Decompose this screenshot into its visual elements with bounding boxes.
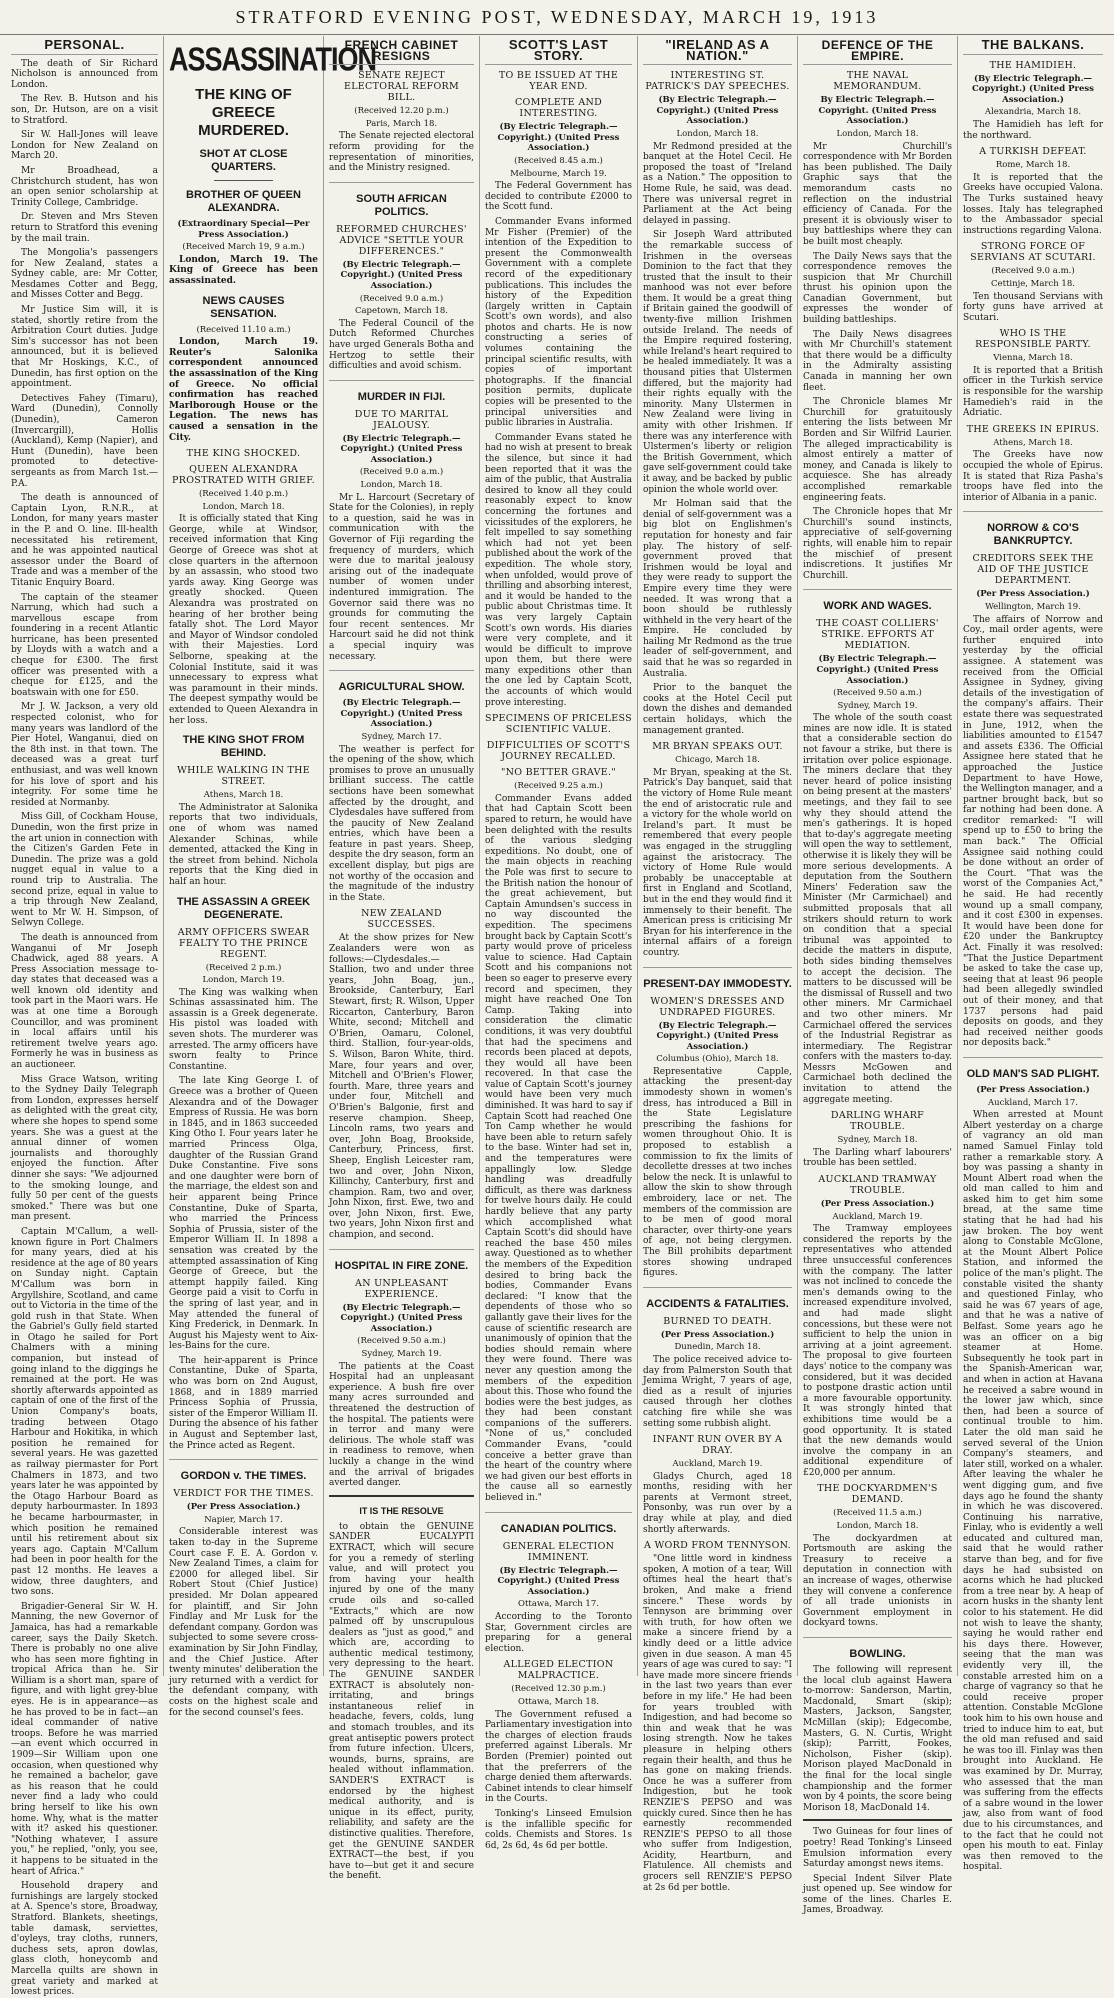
subheadline: QUEEN ALEXANDRA PROSTRATED WITH GRIEF. (172, 464, 315, 487)
dateline: Sydney, March 17. (361, 731, 442, 742)
received-time: (Received 2 p.m.) (205, 962, 282, 973)
paragraph: The following will represent the local club against Hawera to-morrow: Sanderson, Martin, Macdonald, Smart (skip); Masters, Jackson, Sangster, McMillan (skip); Edgecombe, Masters, G. N. Curtis, Wright (skip); Parritt, Fookes, Nicholson, Fisher (skip). Morison played MacDonald in the final for the local single championship and the former won by 4 points, the score being Morison 18, MacDonald 14. (803, 1665, 952, 1813)
paragraph: The Hamidieh has left for the northward. (963, 119, 1103, 141)
paragraph: The Government refused a Parliamentary investigation into the charges of election frauds preferred against Liberals. Mr Borden (Premier) pointed out that the preferrers of the charge denied them afterwards. Cabinet intends to clear himself in the Courts. (485, 1709, 632, 1805)
subheadline: AGRICULTURAL SHOW. (338, 681, 465, 694)
subheadline: ACCIDENTS & FATALITIES. (646, 1297, 789, 1310)
paragraph: The Daily News disagrees with Mr Churchill's statement that there would be a difficulty in the Admiralty assisting Canada in manning her own fleet. (803, 329, 952, 393)
dateline: Napier, March 17. (204, 1514, 283, 1525)
received-time: (Received 12.20 p.m.) (354, 106, 449, 117)
received-time: (Received 11.5 a.m.) (833, 1508, 922, 1519)
dateline: Athens, March 18. (993, 437, 1073, 448)
credit: By Electric Telegraph.—Copyright. (United Press Association.) (818, 95, 937, 127)
received-time: (Received 12.30 p.m.) (511, 1684, 606, 1695)
paragraph: Household drapery and furnishings are largely stocked at A. Spence's store, Broadway, Stratford. Blankets, sheetings, table damask, serviettes, d'oyleys, tray cloths, runners, duchess sets, apron dowlas, glass cloth, honeycomb and Marcella quilts are shown in great variety and marked at lowest prices. (11, 1881, 158, 1998)
subheadline: ALLEGED ELECTION MALPRACTICE. (503, 1659, 614, 1682)
column-assassination (164, 36, 377, 1718)
subheadline: SOUTH AFRICAN POLITICS. (356, 192, 447, 218)
paragraph: Prior to the banquet the cooks at the Hotel Cecil put down the dishes and demanded certain holidays, which the management granted. (643, 683, 792, 736)
subheadline: THE NAVAL MEMORANDUM. (833, 70, 922, 93)
credit: (By Electric Telegraph.—Copyright.) (United Press Association.) (340, 433, 463, 465)
received-time: (Received 9.0 a.m.) (359, 293, 444, 304)
advertisement: Tonking's Linseed Emulsion is the infallible specific for colds. Chemists and Stores. 1s 6d, 2s 6d, 4s 6d per bottle. (485, 1808, 632, 1851)
dateline: Vienna, March 18. (993, 353, 1073, 364)
subheadline: INFANT RUN OVER BY A DRAY. (652, 1434, 783, 1457)
dateline: Paris, March 18. (365, 118, 438, 129)
subheadline: DARLING WHARF TROUBLE. (830, 1110, 925, 1133)
paragraph: Sir W. Hall-Jones will leave London for New Zealand on March 20. (11, 130, 158, 162)
subheadline: A WORD FROM TENNYSON. (644, 1540, 791, 1552)
subheadline: DIFFICULTIES OF SCOTT'S JOURNEY RECALLED. (486, 740, 631, 763)
subheadline: SPECIMENS OF PRICELESS SCIENTIFIC VALUE. (485, 713, 632, 736)
column-head: SCOTT'S LAST STORY. (485, 36, 632, 65)
paragraph: The Daily News says that the correspondence removes the suspicion that Mr Churchill thrust his opinion upon the Canadian Government, but expresses the wonder of building battleships. (803, 251, 952, 326)
credit: (Per Press Association.) (660, 1329, 775, 1340)
paragraph: It is reported that a British officer in the Turkish service is responsible for the warship Hamedieh's raid in the Adriatic. (963, 365, 1103, 419)
subheadline: STRONG FORCE OF SERVIANS AT SCUTARI. (970, 241, 1096, 264)
paragraph: The Federal Council of the Dutch Reformed Churches have urged Generals Botha and Hertzog to settle their difficulties and avoid schism. (329, 318, 474, 372)
dateline: London, March 18. (202, 501, 285, 512)
paragraph: London, March 19. The King of Greece has been assassinated. (169, 254, 318, 286)
paragraph: The Administrator at Salonika reports that two individuals, one of whom was named Alexander Schinas, while demented, attacked the King in the street from behind. Nichola reports that the King died in half an hour. (169, 802, 318, 887)
paragraph: It is officially stated that King George, while at Windsor, received information that King George of Greece was shot at close quarters in the afternoon by an assassin, who stood two yards away. King George was greatly shocked. Queen Alexandra was prostrated on hearing of her brother being fatally shot. The Lord Mayor and Mayor of Windsor condoled with their Majesties. Lord Selborne, speaking at the Colonial Institute, said it was unnecessary to express what was paramount in their minds. The deepest sympathy would be extended to Queen Alexandra in her loss. (169, 514, 318, 726)
paragraph: Mr Churchill's correspondence with Mr Borden has been published. The Daily Graphic says that the memorandum casts no reflection on the industrial efficiency of Canada. For the present it is obviously wiser to buy battleships where they can be built most cheaply. (803, 141, 952, 247)
dateline: Chicago, March 18. (675, 755, 760, 766)
credit: (By Electric Telegraph.—Copyright.) (United Press Association.) (656, 95, 779, 127)
credit: (By Electric Telegraph.—Copyright.) (United Press Association.) (340, 259, 463, 291)
paragraph: Mr L. Harcourt (Secretary of State for the Colonies), in reply to a question, said he was in communication with the Governor of Fiji regarding the frequency of murders, which were due to marital jealousy arising out of the inadequate number of women under indentured immigration. The Governor said there was no grounds for commuting the four recent sentences. Mr Harcourt said he did not think a special inquiry was necessary. (329, 492, 474, 662)
dateline: London, March 18. (836, 128, 919, 139)
paragraph: Commander Evans informed Mr Fisher (Premier) of the intention of the Expedition to present the Commonwealth Government with a complete record of the expeditionary publications. This includes the history of the Expedition (largely written in Captain Scott's own words), and also photos and charts. He is now constructing a series of volumes containing the principal scientific results, with copies of important photographs. If the financial position permits, duplicate copies will be presented to the principal universities and public libraries in Australia. (485, 216, 632, 429)
column-head: FRENCH CABINET RESIGNS (329, 36, 474, 65)
column-personal (6, 36, 164, 1998)
received-time: (Received 9.25 a.m.) (514, 781, 603, 792)
column-head: THE BALKANS. (963, 36, 1103, 55)
credit: (By Electric Telegraph.—Copyright.) (United Press Association.) (972, 73, 1094, 105)
subheadline: OLD MAN'S SAD PLIGHT. (966, 1067, 1100, 1080)
dateline: Auckland, March 19. (832, 1211, 923, 1222)
dateline: Cettinje, March 18. (991, 278, 1075, 289)
subheadline: WOMEN'S DRESSES AND UNDRAPED FIGURES. (650, 995, 785, 1018)
column-defence (798, 36, 958, 1916)
received-time: (Received 9.50 a.m.) (357, 1336, 446, 1347)
dateline: Alexandria, March 18. (984, 107, 1082, 118)
column-head: PERSONAL. (11, 36, 158, 55)
paragraph: Miss Grace Watson, writing to the Sydney Daily Telegraph from London, expresses herself as delighted with the great city, where she hopes to spend some years. She was a guest at the annual dinner of women journalists and thoroughly enjoyed the function. After dinner she says: "We adjourned to the smoking lounge, and fully 50 per cent of the guests smoked." There was but one man present. (11, 1074, 158, 1223)
subheadline: AN UNPLEASANT EXPERIENCE. (355, 1277, 448, 1300)
credit: (By Electric Telegraph.—Copyright.) (United Press Association.) (497, 122, 620, 154)
column-head: DEFENCE OF THE EMPIRE. (803, 36, 952, 65)
headline: THE KING OF GREECE MURDERED. (195, 86, 292, 139)
paragraph: Representative Capple, attacking the present-day immodesty shown in women's dress, has introduced a Bill in the State Legislature prescribing the fashions for women throughout Ohio. It is proposed to establish a commission to fix the limits of decollette dresses at two inches below the neck. It is unlawful to allow the skin to show through embroidery, lace or net. The members of the commission are to be men of good moral character, over thirty-one years of age, not being clergymen. The Bill prohibits department stores showing undraped figures. (643, 1066, 792, 1279)
paragraph: Gladys Church, aged 18 months, residing with her parents at Vermont street, Ponsonby, was run over by a dray while at play, and died shortly afterwards. (643, 1471, 792, 1535)
dateline: Wellington, March 19. (985, 602, 1081, 612)
credit: (By Electric Telegraph.—Copyright.) (United Press Association.) (340, 1302, 463, 1334)
paragraph: The death is announced of Captain Lyon, R.N.R., at London, for many years master in the P. and O. line. Ill-health necessitated his retirement, and he was appointed nautical assessor under the Board of Trade and was a member of the Titanic Enquiry Board. (11, 493, 158, 588)
subheadline: THE ASSASSIN A GREEK DEGENERATE. (176, 895, 311, 921)
dateline: Columbus (Ohio), March 18. (656, 1054, 779, 1065)
subheadline: NORROW & CO'S BANKRUPTCY. (987, 522, 1079, 548)
subheadline: NEW ZEALAND SUCCESSES. (361, 908, 442, 931)
dateline: London, March 19. (202, 975, 285, 986)
subheadline: GORDON v. THE TIMES. (180, 1470, 307, 1483)
paragraph: Considerable interest was taken to-day in the Supreme Court case F. E. A. Gordon v. New Zealand Times, a claim for £2000 for alleged libel. Sir Robert Stout (Chief Justice) presided. Mr Dolan appeared for plaintiff, and Sir John Findlay and Mr Lusk for the defendant company. Gordon was subjected to some severe cross-examination by Sir John Findlay, and the Chief Justice. After twenty minutes' deliberation the jury returned with a verdict for the defendant company, with costs on the highest scale and for the second counsel's fees. (169, 1527, 318, 1718)
paragraph: Mr Broadhead, a Christchurch student, has won an open senior scholarship at Trinity College, Cambridge. (11, 165, 158, 208)
subheadline: SHOT AT CLOSE QUARTERS. (199, 148, 288, 173)
dateline: Dunedin, March 18. (674, 1342, 761, 1353)
column-ireland (638, 36, 798, 1893)
subheadline: WHILE WALKING IN THE STREET. (177, 765, 310, 788)
subheadline: "NO BETTER GRAVE." (500, 767, 617, 779)
paragraph: The whole of the south coast mines are now idle. It is stated that a considerable section do not favour a strike, but there is irritation over police espionage. The miners declare that they never heard of police insisting on being present at the masters' meetings, and they fail to see why they should attend the men's gatherings. It is hoped that to-day's aggregate meeting will open the way to settlement, otherwise it is likely they will be more serious developments. A deputation from the Southern Miners' Federation saw the Minister (Mr Carmichael) and submitted proposals that all strikers should return to work on condition that a special tribunal was appointed to decide the matters in dispute, both sides binding themselves to accept the decision. The matters to be discussed will be the dismissal of Russell and two other miners. Mr Carmichael and two other miners. Mr Carmichael offered the services of the Industrial Registrar as intermediary. The Registrar confers with the masters to-day. Messrs McGowen and Carmichael both declined the invitation to attend the aggregate meeting. (803, 713, 952, 1105)
paragraph: When arrested at Mount Albert yesterday on a charge of vagrancy an old man named Samuel Finlay told rather a remarkable story. A boy was passing a shanty in Mount Albert road when the old man called to him and asked him to get him some bread, at the same time stating that he had had his jaw broken. The boy went along to Constable McGlone, at the Mount Albert Police Station, and informed the police of the man's plight. The constable visited the shanty and questioned Finlay, who said he was 67 years of age, and that he was a native of Belfast. Some years ago he was an officer on a big steamer at Home. Subsequently he took part in the Spanish-American war, and when in action at Havana he received a sabre wound in the lower jaw which, since then, had been a source of continual trouble to him. Later the old man said he served several of the Union Company's steamers, and later still, worked on a whaler. After leaving the whaler he went digging gum, and five days ago he found the shanty in which he was discovered. Continuing his narrative, Finlay, who is evidently a well educated and cultured man, said that he would rather starve than beg, and for five days he had subsisted on acorns which he had plucked from a tree near by. A heap of acorn husks in the shanty lent color to his statement. He did not wish to leave the shanty, saying he would rather end his days there. However, seeing that the man was evidently very ill, the constable arrested him on a charge of vagrancy so that he could receive proper attention. Constable McGlone took him to his own house and tried to induce him to eat, but the old man refused and said he was too ill. Finlay was then brought into Auckland. He was examined by Dr. Murray, who assessed that the man was suffering from the effects of a sabre wound in the lower jaw, also from want of food due to his circumstances, and to the fact that he could not open his mouth to eat. Finlay was then removed to the hospital. (963, 1110, 1103, 1873)
paragraph: Mr Bryan, speaking at the St. Patrick's Day banquet, said that the victory of Home Rule meant the end of aristocratic rule and a victory for the whole world on Ireland's part. It must be remembered that every people was engaged in the struggling against the aristocracy. The victory of Home Rule would probably be unacceptable at first in England and Scotland, but in the end they would find it immensely to their benefit. The American press is criticising Mr Bryan for his interference in the internal affairs of a foreign country. (643, 767, 792, 958)
column-scott (480, 36, 638, 1851)
subheadline: HOSPITAL IN FIRE ZONE. (334, 1259, 469, 1272)
ad-headline: IT IS THE RESOLVE (359, 1505, 444, 1516)
paragraph: The Chronicle hopes that Mr Churchill's sound instincts, appreciative of self-governing rights, will enable him to repair the mischief of present indiscretions. It justifies Mr Churchill. (803, 507, 952, 581)
subheadline: BOWLING. (849, 1648, 906, 1660)
big-headline: ASSASSINATION (169, 40, 377, 78)
subheadline: THE KING SHOCKED. (186, 448, 301, 460)
paragraph: The Senate rejected electoral reform providing for the representation of minorities, and the Ministry resigned. (329, 131, 474, 174)
credit: (Per Press Association.) (976, 1084, 1090, 1095)
masthead: STRATFORD EVENING POST, WEDNESDAY, MARCH 19, 1913 (0, 0, 1114, 35)
divider (214, 180, 274, 181)
subheadline: THE HAMIDIEH. (989, 59, 1077, 71)
credit: (By Electric Telegraph.—Copyright.) (United Press Association.) (340, 698, 463, 730)
subheadline: MURDER IN FIJI. (357, 390, 446, 403)
advertisement: to obtain the GENUINE SANDER EUCALYPTI EXTRACT, which will secure for you a remedy of sterling value, and will protect you from having your health injured by one of the many crude oils and so-called "Extracts," which are now palmed off by unscrupulous dealers as "just as good," and which are, according to authentic medical testimony, very depressing to the heart. The GENUINE SANDER EXTRACT is absolutely non-irritating, and brings instantaneous relief in headache, fevers, colds, lung and stomach troubles, and its great antiseptic powers protect from future infection. Ulcers, wounds, burns, sprains, are healed without inflammation. SANDER'S EXTRACT is endorsed by the highest medical authority, and is unique in its effect, purity, reliability, and safety are the distinctive qualities. Therefore, get the GENUINE SANDER EXTRACT—the best, if you have to—but get it and secure the benefit. (329, 1521, 474, 1882)
paragraph: Miss Gill, of Cockham House, Dunedin, won the first prize in the art union in connection with the Citizen's Garden Fete in Dunedin. The prize was a gold nugget equal in value to a round trip to Australia. The second prize, equal in value to a trip through New Zealand, went to Mr W. H. Simpson, of Selwyn College. (11, 812, 158, 929)
subheadline: PRESENT-DAY IMMODESTY. (643, 977, 792, 990)
subheadline: SENATE REJECT ELECTORAL REFORM BILL. (343, 70, 460, 104)
dateline: Ottawa, March 17. (518, 1599, 599, 1610)
paragraph: The King was walking when Schinas assassinated him. The assassin is a Greek degenerate. His pistol was loaded with seven shots. The murderer was arrested. The army officers have sworn fealty to Prince Constantine. (169, 987, 318, 1072)
dateline: London, March 18. (360, 480, 443, 491)
received-time: (Received 1.40 p.m.) (198, 489, 289, 500)
paragraph: It is reported that the Greeks have occupied Valona. The Turks sustained heavy losses. Italy has telegraphed to the Ambassador special instructions regarding Valona. (963, 172, 1103, 236)
columns (6, 36, 1108, 1998)
paragraph: The patients at the Coast Hospital had an unpleasant experience. A bush fire over many acres surrounded and threatened the destruction of the hospital. The patients were in terror and many were delirious. The whole staff was in readiness to remove, when luckily a change in the wind and the arrival of brigades averted danger. (329, 1361, 474, 1489)
column-head: "IRELAND AS A NATION." (643, 36, 792, 65)
paragraph: The Tramway employees considered the reports by the representatives who attended three unsuccessful conferences with the company. The latter was not inclined to concede the men's demands owing to the increased expenditure involved, and had made slight concessions, but these were not sufficient to help the union in arriving at a joint agreement. The proposal to give fourteen days' notice to the company was considered, but it was decided to postpone drastic action until a more favourable opportunity. It was strongly hinted that exhibitions time would be a good opportunity. It is stated that the new demands would involve the company in an additional expenditure of £20,000 per annum. (803, 1224, 952, 1478)
received-time: (Received 8.45 a.m.) (514, 155, 603, 166)
subheadline: MR BRYAN SPEAKS OUT. (652, 741, 783, 753)
credit: (Per Press Association.) (820, 1199, 935, 1210)
subheadline: THE COAST COLLIERS' STRIKE. EFFORTS AT MEDIATION. (816, 618, 939, 652)
paragraph: Mr J. W. Jackson, a very old respected colonist, who for many years was landlord of the Pier Hotel, Wanganui, died on the 8th inst. in that town. The deceased was a great turf enthusiast, and was well known for his love of sport and his integrity. For some time he resided at Normanby. (11, 702, 158, 808)
paragraph: Brigadier-General Sir W. H. Manning, the new Governor of Jamaica, has had a remarkable career, says the Daily Sketch. There is probably no one alive who has seen more fighting in tropical Africa than he. Sir William is a short man, spare of figure, and with light grey-blue eyes. He is in appearance—as he has proved to be in fact—an ideal commander of native troops. Before he was married—an event which occurred in 1909—Sir William upon one occasion, when questioned why he remained a bachelor, gave as his reason that he could never find a lady who could bring herself to like his own home. Why, what is the matter with it? asked his questioner. "Nothing whatever, I assure you," he replied, "only, you see, it happens to be situated in the heart of Africa." (11, 1601, 158, 1877)
subheadline: CANADIAN POLITICS. (500, 1522, 617, 1535)
paragraph: Commander Evans stated he had no wish at present to break the silence, but since it had been reported that it was the aim of the public, that Australia desired to know all they could reasonably expect to know concerning the fortunes and vicissitudes of the explorers, he felt impelled to say something which had not yet been published about the work of the expedition. The whole story, when unfolded, would prove of thrilling and absorbing interest, and it would be handed to the public about Christmas time. It was very largely Captain Scott's own words. His diaries were very complete, and it would be difficult to improve upon them, but there were many expeditions other than the one led by Captain Scott, the accounts of which would prove interesting. (485, 432, 632, 708)
paragraph: Dr. Steven and Mrs Steven return to Stratford this evening by the mail train. (11, 212, 158, 244)
paragraph: The Greeks have now occupied the whole of Epirus. It is stated that Riza Pasha's troops have fled into the interior of Albania in a panic. (963, 450, 1103, 503)
paragraph: The death is announced from Wanganui of Mr Joseph Chadwick, aged 88 years. A Press Association message to-day states that deceased was a well known old identity and took part in the Maori wars. He was at one time a Borough Councillor, and was prominent in local affairs until his retirement twelve years ago. Formerly he was in business as an auctioneer. (11, 932, 158, 1071)
paragraph: The Federal Government has decided to contribute £2000 to the Scott fund. (485, 181, 632, 213)
paragraph: Mr Redmond presided at the banquet at the Hotel Cecil. He proposed the toast of "Ireland as a Nation." The opposition to Home Rule, he said, was dead. There was universal regret in Parliament at the Act being delayed in passing. (643, 141, 792, 226)
credit: (Per Press Association.) (186, 1502, 301, 1513)
credit: (Per Press Association.) (976, 589, 1090, 600)
advertisement: Special Indent Silver Plate just opened up. See window for some of the lines. Charles E. James, Broadway. (803, 1873, 952, 1916)
paragraph: Captain M'Callum, a well-known figure in Port Chalmers for many years, died at his residence at the age of 80 years on Sunday night. Captain M'Callum was born in Argyllshire, Scotland, and came out to Victoria in the time of the gold rush in that State. When the Gabriel's Gully field started in Otago he sailed for Port Chalmers with a mining companion, but instead of going inland to the diggings he remained at the port. He was shortly afterwards appointed as captain of one of the first of the Union Company's boats, trading between Otago Harbour and Hokitika, in which position he remained for several years. He was gazetted as railway piermaster for Port Chalmers in 1873, and two years later he was appointed by the Otago Harbour Board as deputy harbourmaster. In 1893 he became harbourmaster, in which position he remained until his retirement about six years ago. Captain M'Callum had been in poor health for the past 12 months. He leaves a widow, three daughters, and two sons. (11, 1226, 158, 1598)
subheadline: THE KING SHOT FROM BEHIND. (182, 734, 305, 760)
subheadline: DUE TO MARITAL JEALOUSY. (354, 408, 449, 431)
paragraph: The death of Sir Richard Nicholson is announced from London. (11, 58, 158, 90)
paragraph: The late King George I. of Greece was a brother of Queen Alexandra and of the Dowager Empress of Russia. He was born in 1845, and in 1863 succeeded King Otho I. Four years later he married Princess Olga, daughter of the Russian Grand Duke Constantine. Five sons and one daughter were born of the marriage, the eldest son and heir apparent being Prince Constantine, Duke of Sparta, who married the Princess Sophia of Prussia, sister of the Emperor William II. In 1898 a sensation was created by the attempted assassination of King George of Greece, but the attempt happily failed. King George paid a visit to Corfu in the spring of last year, and in May attended the funeral of King Frederick, in Denmark. In August his Majesty went to Aix-les-Bains for the cure. (169, 1076, 318, 1352)
column-french-cabinet (324, 36, 480, 1882)
subheadline: NEWS CAUSES SENSATION. (202, 294, 285, 320)
paragraph: Ten thousand Servians with forty guns have arrived at Scutari. (963, 291, 1103, 323)
subheadline: BURNED TO DEATH. (663, 1315, 772, 1327)
paragraph: The Darling wharf labourers' trouble has been settled. (803, 1147, 952, 1169)
subheadline: INTERESTING ST. PATRICK'S DAY SPEECHES. (645, 70, 790, 93)
dateline: Ottawa, March 18. (518, 1696, 599, 1707)
column-balkans (958, 36, 1108, 1873)
dateline: London, March 18. (836, 1521, 919, 1532)
advertisement: Two Guineas for four lines of poetry! Read Tonking's Linseed Emulsion information every Saturday amongst news items. (803, 1827, 952, 1870)
received-time: (Received 11.10 a.m.) (196, 324, 291, 335)
dateline: Auckland, March 19. (672, 1459, 763, 1470)
subheadline: REFORMED CHURCHES' ADVICE "SETTLE YOUR DIFFERENCES." (336, 223, 467, 257)
received-time: (Received 9.0 a.m.) (991, 266, 1075, 277)
subheadline: TO BE ISSUED AT THE YEAR END. (498, 70, 619, 93)
subheadline: THE DOCKYARDMEN'S DEMAND. (817, 1483, 938, 1506)
subheadline: THE GREEKS IN EPIRUS. (966, 423, 1100, 435)
dateline: Sydney, March 18. (837, 1135, 918, 1146)
paragraph: Detectives Fahey (Timaru), Ward (Dunedin), Connolly (Dunedin), Cameron (Invercargill), Hollis (Auckland), Kemp (Napier), and Hunt (Dunedin), have been promoted to detective-sergeants as from March 1st.—P.A. (11, 393, 158, 489)
paragraph: The police received advice to-day from Palmerston South that Jemima Wright, 7 years of age, died as a result of injuries caused through her clothes catching fire while she was setting some rubbish alight. (643, 1354, 792, 1429)
subheadline: A TURKISH DEFEAT. (979, 146, 1087, 158)
credit: (By Electric Telegraph.—Copyright.) (United Press Association.) (497, 1565, 620, 1597)
paragraph: The Chronicle blames Mr Churchill for gratuitously entering the lists between Mr Borden and Sir Wilfrid Laurier. The alleged impracticability is almost entirely a matter of money, and Canada is likely to acquiesce. She has already accomplished remarkable engineering feats. (803, 397, 952, 503)
dateline: Auckland, March 17. (988, 1097, 1078, 1108)
subheadline: COMPLETE AND INTERESTING. (514, 97, 603, 120)
paragraph: The heir-apparent is Prince Constantine, Duke of Sparta, who was born on 2nd August, 1868, and in 1889 married Princess Sophia of Prussia, sister of the Emperor William II. During the absence of his father in August and September last, the Prince acted as Regent. (169, 1355, 318, 1451)
paragraph: The captain of the steamer Narrung, which had such a marvellous escape from foundering in a recent Atlantic hurricane, has been presented by Lloyds with a watch and a cheque for £300. The first officer was presented with a cheque for £125, and the boatswain with one for £50. (11, 592, 158, 698)
paragraph: The Rev. B. Hutson and his son, Dr. Hutson, are on a visit to Stratford. (11, 94, 158, 126)
received-time: (Received March 19, 9 a.m.) (182, 242, 305, 253)
paragraph: Commander Evans added that had Captain Scott been spared to return, he would have been delighted with the results of the various sledging expeditions. No doubt, one of the main objects in reaching the Pole was first to secure to the British nation the honour of the great achievement, but Captain Amundsen's success in no way discounted the expedition. The specimens brought back by Captain Scott's party would prove of priceless value to science. Had Captain Scott and his companions not been so eager to preserve every record and specimen, they might have reached One Ton Camp. Taking into consideration the climatic conditions, it was very doubtful that had the specimens and records been placed at depots, they would all have been recovered. In that case the value of Captain Scott's journey would have been very much diminished. It was hard to say if Captain Scott had reached One Ton Camp whether he would have been able to return safely to the base. Winter had set in, and the temperatures were appallingly low. Sledge handling was dreadfully difficult, as there was darkness for twelve hours daily. He could hardly believe that any party which accomplished what Captain Scott's did should have reached the base 450 miles away. Questioned as to whether the members of the Expedition desired to bring back the bodies, Commander Evans declared: "I know that the dependents of those who so gallantly gave their lives for the cause of scientific research are unanimously of opinion that the bodies should remain where they were found. There was never any question among the members of the expedition about this. Those who found the bodies were the best judges, as they had been constant companions of the sufferers. "None of us," concluded Commander Evans, "could conceive a better grave than the heart of the country where we had given our best efforts in the cause all so earnestly believed in." (485, 793, 632, 1504)
subheadline: AUCKLAND TRAMWAY TROUBLE. (818, 1174, 937, 1197)
paragraph: The Mongolia's passengers for New Zealand, states a Sydney cable, are: Mr Cotter, Mesdames Cotter and Begg, and Misses Cotter and Begg. (11, 248, 158, 301)
subheadline: VERDICT FOR THE TIMES. (173, 1488, 314, 1500)
dateline: Rome, March 18. (995, 160, 1071, 171)
paragraph: The weather is perfect for the opening of the show, which promises to prove an unusually brilliant success. The cattle sections have been somewhat affected by the drought, and Clydesdales have suffered from the paucity of New Zealand entries, which have been a feature in past years. Sheep, despite the dry season, form an excellent display, but pigs are not worthy of the occasion and the magnitude of the industry in the State. (329, 744, 474, 903)
advertisement: "One little word in kindness spoken, A motion of a tear, Will oftimes heal the heart that's broken, And make a friend sincere." These words by Tennyson are brimming over with truth, for how often we make a sincere friend by a kindly deed or a little advice given in due season. A man 45 years of age was cured to say: "I have made more sincere friends in the last two years than ever before in my life." He had been for years troubled with Indigestion, and had become so thin and weak that he was losing strength. Now he takes pleasure in helping others regain their health, and thus he has gone on making friends. Once he was a sufferer from Indigestion, but he took RENZIE'S PEPSO and was quickly cured. Since then he has earnestly recommended RENZIE'S PEPSO to all those who suffer from Indigestion, Acidity, Heartburn, and Flatulence. All chemists and grocers sell RENZIE'S PEPSO at 2s 6d per bottle. (643, 1554, 792, 1893)
dateline: Sydney, March 19. (361, 1349, 442, 1360)
credit: (By Electric Telegraph.—Copyright.) (United Press Association.) (656, 1020, 779, 1052)
subheadline: ARMY OFFICERS SWEAR FEALTY TO THE PRINCE REGENT. (177, 926, 310, 960)
paragraph: The affairs of Norrow and Coy., mail order agents, were further enquired into yesterday by the official assignee. A statement was received from the Official Assignee in Sydney, giving details of the investigation of the company's affairs. Their estate there was sequestrated in June, 1912, when the liabilities amounted to £1547 and assets £336. The Official Assignee here stated that he approached the Justice Department to have Howe, the Wellington manager, and a partner brought back, but so far nothing had been done. A creditor remarked: "I will spend up to £50 to bring the man back." The Official Assignee said nothing could be done without an order of the Court. "That was the worst of the Companies Act," he said. He had recently wound up a small company, and it cost £300 in expenses. It would have been done for £20 under the Bankruptcy Act. Finally it was resolved: "That the Justice Department be asked to take the case up, seeing that at least 96 people had been allegedly swindled out of their money, and that 1737 persons had paid deposits on goods, and they had received neither goods nor deposits back." (963, 614, 1103, 1049)
subheadline: WHO IS THE RESPONSIBLE PARTY. (975, 328, 1091, 351)
credit: (By Electric Telegraph.—Copyright.) (United Press Association.) (816, 654, 939, 686)
paragraph: London, March 19. Reuter's Salonika correspondent announced the assassination of the King of Greece. No official confirmation has reached Marlborough House or the Legation. The news has caused a sensation in the City. (169, 337, 318, 443)
paragraph: According to the Toronto Star, Government circles are preparing for a general election. (485, 1612, 632, 1654)
dateline: Capetown, March 18. (354, 306, 449, 317)
paragraph: The dockyardmen at Portsmouth are asking the Treasury to receive a deputation in connection with an increase of wages, otherwise they will convene a conference of all trade unionists in Government employment in dockyard towns. (803, 1533, 952, 1629)
subheadline: GENERAL ELECTION IMMINENT. (502, 1540, 615, 1563)
dateline: Athens, March 18. (203, 790, 284, 801)
paragraph: Mr Justice Sim will, it is stated, shortly retire from the Arbitration Court duties. Judge Sim's successor has not been announced, but it is believed that Mr Hoskings, K.C., of Dunedin, has first option on the appointment. (11, 305, 158, 390)
paragraph: At the show prizes for New Zealanders were won as follows:—Clydesdales.—Stallion, two and under three years, John Boag, jun., Brookside, Canterbury, Earl Stewart, first; R. Wilson, Upper Riccarton, Canterbury, Baron White, second; Mitchell and O'Brien, Oamaru, Colonel, third. Stallion, four-year-olds, S. Wilson, Baron White, third. Mare, four years and over, Mitchell and O'Brien's Flower, fourth. Mare, three years and under four, Mitchell and O'Brien's Balgonie, first and reserve champion. Sheep, Lincoln rams, two years and over, John Boag, Brookside, Canterbury, Princess, first. Sheep, English Leicester ram, two and over, John Nixon, Killinchy, Canterbury, first and champion. Ram, two and over, John Nixon, first. Ewe, two and over, John Nixon, first. Ewe, two years, John Nixon first and champion, and second. (329, 933, 474, 1241)
dateline: Sydney, March 19. (837, 700, 918, 711)
subheadline: CREDITORS SEEK THE AID OF THE JUSTICE DEPARTMENT. (972, 553, 1094, 587)
received-time: (Received 9.0 a.m.) (359, 467, 444, 478)
received-time: (Received 9.50 a.m.) (833, 688, 922, 699)
subheadline: BROTHER OF QUEEN ALEXANDRA. (186, 189, 301, 214)
dateline: London, March 18. (676, 128, 759, 139)
subheadline: WORK AND WAGES. (823, 600, 932, 613)
credit: (Extraordinary Special—Per Press Association.) (177, 219, 310, 240)
paragraph: Sir Joseph Ward attributed the remarkable success of Irishmen in the overseas Dominion to the fact that they trusted that the insult to their manhood was not ever before them. It would be a great thing if Britain gained the goodwill of twenty-five million Irishmen outside Ireland. The needs of the Empire required fostering, while Ireland's heart required to be healed immediately. It was a thousand pities that Ulstermen differed, but the majority had their rights equally with the minority. Many Ulstermen in New Zealand were living in amity with other Irishmen. If there was any interference with Ulstermen's liberty or religion the British Government, which gave self-government could take it away, and be backed by public opinion the whole world over. (643, 230, 793, 495)
paragraph: Mr Holman said that the denial of self-government was a big blot on Englishmen's reputation for honesty and fair play. The history of self-government proved that Irishmen would be loyal and they were ready to support the Empire every time they were needed. It was wrong that a boon should be ruthlessly withheld in the very heart of the Empire. He concluded by hailing Mr Redmond as the true leader of self-government, and said that he was so regarded in Australia. (643, 499, 792, 679)
dateline: Melbourne, March 19. (510, 168, 607, 179)
